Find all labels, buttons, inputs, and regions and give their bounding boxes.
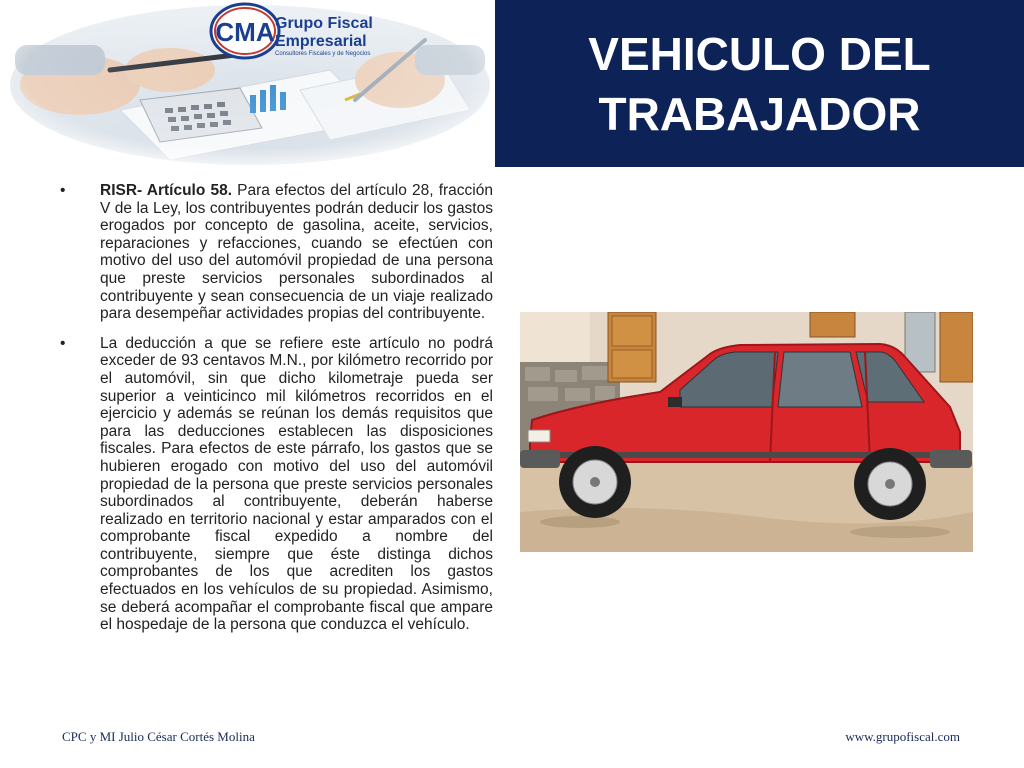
footer-website: www.grupofiscal.com bbox=[845, 729, 960, 744]
bullet-text: La deducción a que se refiere este artículo no podrá exceder de 93 centavos M.N., por kilómetro recorrido por el automóvil, sin que dicho kilometraje pueda ser superior a veinticinco mil kilómetros recorridos en el ejercicio y además se reúnan los demás requisitos que para las deducciones establecen las disposiciones fiscales. Para efectos de este párrafo, los gastos que se hubieren erogado con motivo del uso del automóvil propiedad de la persona que preste servicios personales subordinados al contribuyente, deberán haberse realizado en territorio nacional y estar amparados con el comprobante fiscal expedido a nombre del contribuyente, siempre que éste distinga dichos comprobantes de los que acrediten los gastos efectuados en los vehículos de su propiedad. Asimismo, se deberá acompañar el comprobante fiscal que ampare el hospedaje de la persona que conduzca el vehículo. bbox=[100, 334, 493, 634]
logo-tagline: Consultores Fiscales y de Negocios bbox=[275, 51, 371, 57]
bullet-item bbox=[60, 335, 493, 634]
logo-line1: Grupo Fiscal bbox=[275, 15, 373, 32]
footer-author: CPC y MI Julio César Cortés Molina bbox=[62, 729, 255, 744]
bullet-text: Para efectos del artículo 28, fracción V de la Ley, los contribuyentes podrán deducir los gastos erogados por concepto de gasolina, aceite, servicios, reparaciones y refacciones, cuando se efectúen con motivo del uso del automóvil propiedad de una persona que preste servicios personales subordinados al contribuyente y sean consecuencia de un viaje realizado para desempeñar actividades propias del contribuyente. bbox=[100, 182, 493, 323]
car-photo bbox=[520, 312, 973, 552]
logo-line2: Empresarial bbox=[275, 33, 367, 50]
title-banner bbox=[495, 0, 1024, 167]
slide-body bbox=[60, 182, 493, 646]
slide-title: VEHICULO DEL TRABAJADOR bbox=[588, 27, 931, 140]
bullet-dot-icon: • bbox=[60, 182, 66, 199]
bullet-dot-icon: • bbox=[60, 334, 66, 352]
header-image bbox=[0, 0, 495, 165]
bullet-lead: RISR- Artículo 58. bbox=[100, 182, 233, 199]
logo-mark: CMA bbox=[215, 17, 275, 47]
bullet-item bbox=[60, 182, 493, 323]
